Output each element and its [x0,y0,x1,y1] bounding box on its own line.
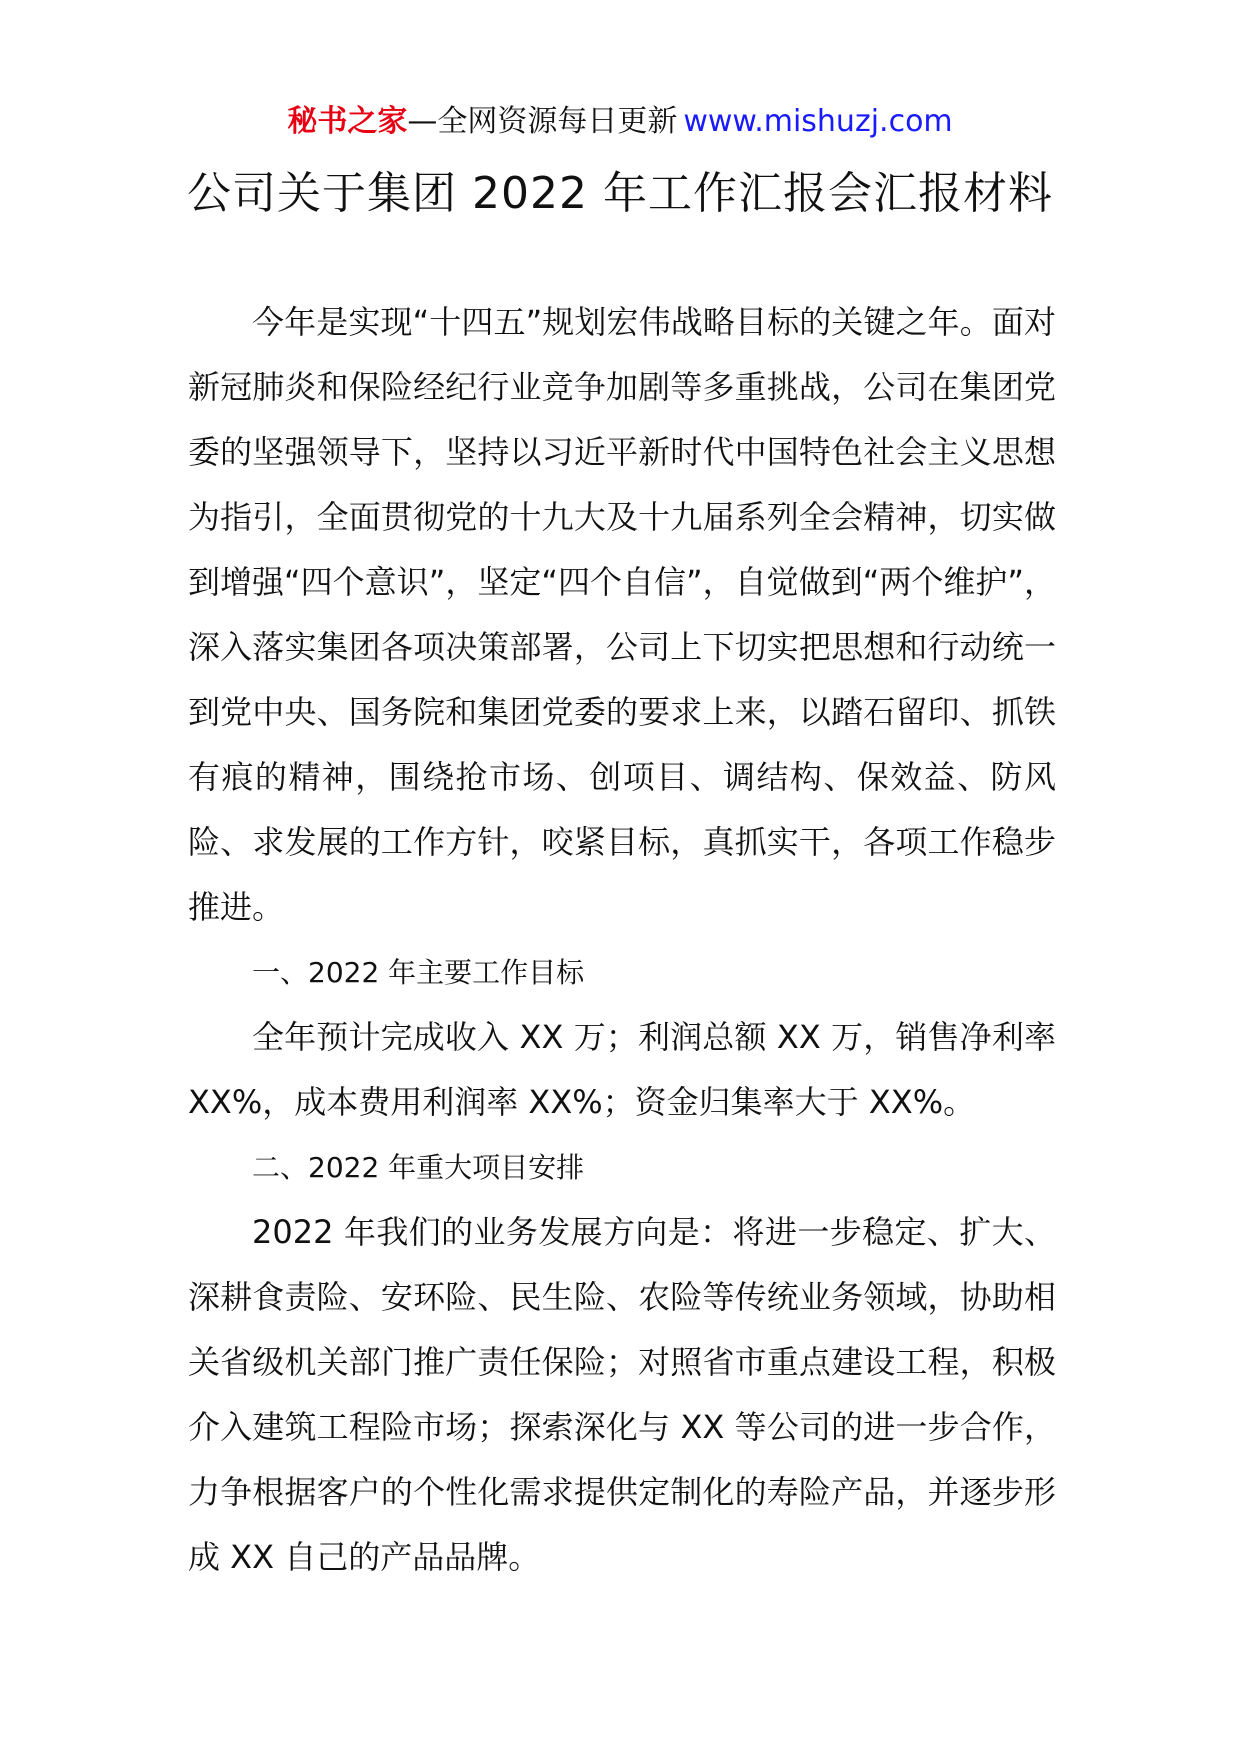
site-header [0,100,1240,144]
site-url-link[interactable]: www.mishuzj.com [683,104,953,139]
document-body [188,290,1056,1590]
site-brand: 秘书之家 [287,104,408,139]
document-title: 公司关于集团 2022 年工作汇报会汇报材料 [187,168,1053,219]
site-slogan: —全网资源每日更新 [407,104,678,139]
work-targets-paragraph: 全年预计完成收入 XX 万；利润总额 XX 万，销售净利率 XX%，成本费用利润率 XX%；资金归集率大于 XX%。 [188,1018,1056,1121]
section-heading-major-projects: 二、2022 年重大项目安排 [252,1151,585,1184]
intro-paragraph: 今年是实现“十四五”规划宏伟战略目标的关键之年。面对新冠肺炎和保险经纪行业竞争加剧等多重挑战，公司在集团党委的坚强领导下，坚持以习近平新时代中国特色社会主义思想为指引，全面贯彻党的十九大及十九届系列全会精神，切实做到增强“四个意识”，坚定“四个自信”，自觉做到“两个维护”，深入落实集团各项决策部署，公司上下切实把思想和行动统一到党中央、国务院和集团党委的要求上来，以踏石留印、抓铁有痕的精神，围绕抢市场、创项目、调结构、保效益、防风险、求发展的工作方针，咬紧目标，真抓实干，各项工作稳步推进。 [188,303,1056,926]
major-projects-paragraph: 2022 年我们的业务发展方向是：将进一步稳定、扩大、深耕食责险、安环险、民生险、农险等传统业务领域，协助相关省级机关部门推广责任保险；对照省市重点建设工程，积极介入建筑工程险市场；探索深化与 XX 等公司的进一步合作，力争根据客户的个性化需求提供定制化的寿险产品，并逐步形成 XX 自己的产品品牌。 [188,1213,1056,1576]
section-heading-work-targets: 一、2022 年主要工作目标 [252,956,585,989]
